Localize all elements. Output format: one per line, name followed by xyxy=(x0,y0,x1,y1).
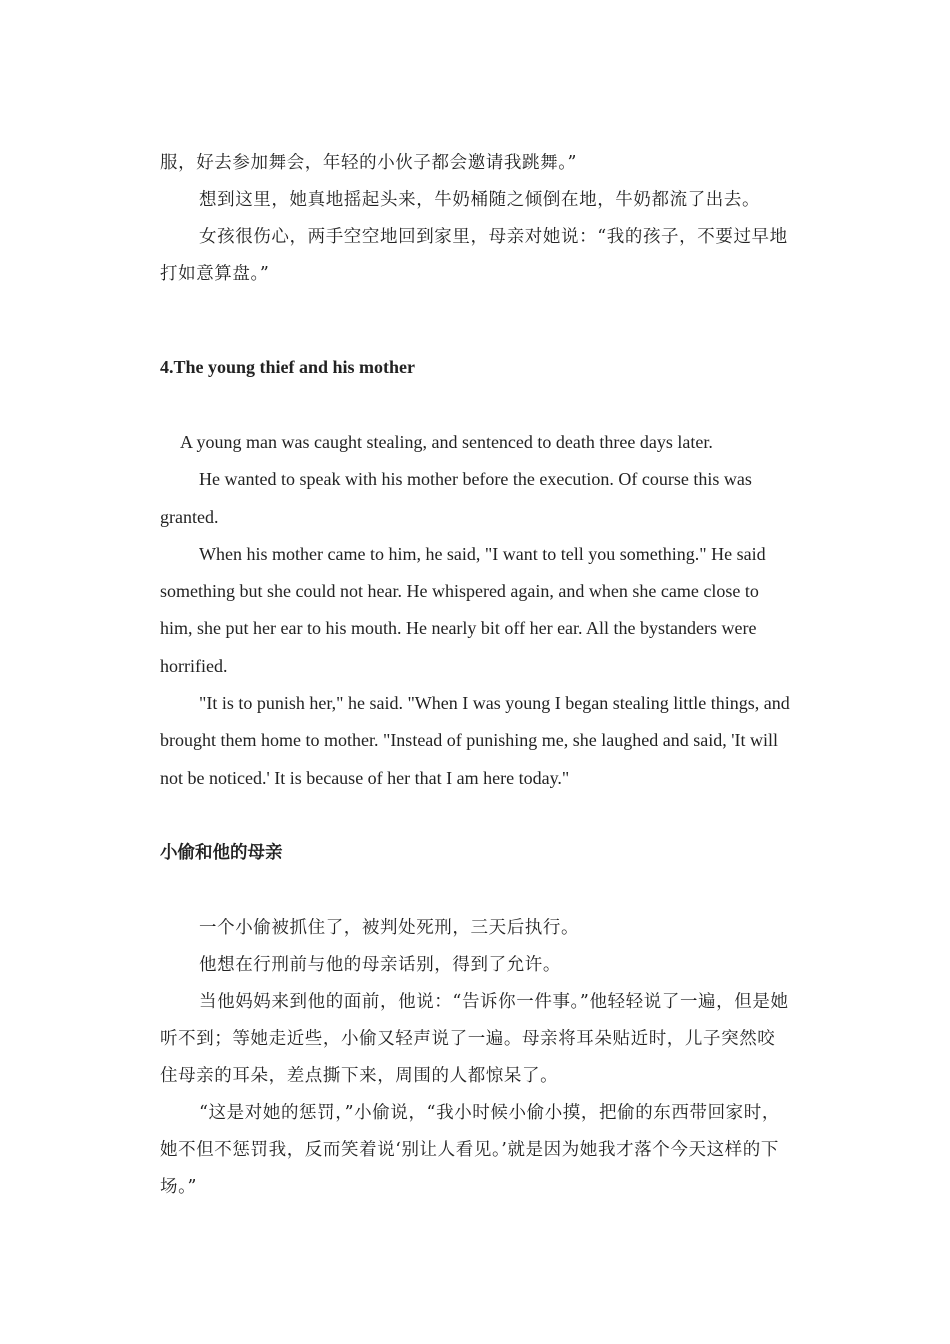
paragraph-cn-3: 当他妈妈来到他的面前，他说：“告诉你一件事。”他轻轻说了一遍，但是她听不到；等她走近些，小偷又轻声说了一遍。母亲将耳朵贴近时，儿子突然咬住母亲的耳朵，差点撕下来，周围的人都惊呆了。 xyxy=(160,991,789,1086)
paragraph-moral: 女孩很伤心，两手空空地回到家里，母亲对她说：“我的孩子，不要过早地打如意算盘。” xyxy=(160,227,788,284)
paragraph-en-1: A young man was caught stealing, and sentenced to death three days later. xyxy=(180,432,713,452)
spacer xyxy=(160,872,792,910)
paragraph-cn-4: “这是对她的惩罚，”小偷说，“我小时候小偷小摸，把偷的东西带回家时，她不但不惩罚我，反而笑着说‘别让人看见。’就是因为她我才落个今天这样的下场。” xyxy=(160,1102,780,1197)
spacer xyxy=(160,293,792,349)
paragraph-milk-spill: 想到这里，她真地摇起头来，牛奶桶随之倾倒在地，牛奶都流了出去。 xyxy=(199,190,761,210)
story-title-cn: 小偷和他的母亲 xyxy=(160,842,283,863)
paragraph-en-3: When his mother came to him, he said, "I want to tell you something." He said something but she could not hear. He whispered again, and when she came close to him, she put her ear to his mouth. He nearly bit off her ear. All the bystanders were horrified. xyxy=(160,543,766,676)
paragraph-cn-1: 一个小偷被抓住了，被判处死刑，三天后执行。 xyxy=(199,917,580,938)
paragraph-en-2: He wanted to speak with his mother before the execution. Of course this was granted. xyxy=(160,469,752,527)
document-body xyxy=(160,145,792,1206)
spacer xyxy=(160,797,792,835)
spacer xyxy=(160,386,792,424)
paragraph-cn-2: 他想在行刑前与他的母亲话别，得到了允许。 xyxy=(199,954,561,975)
paragraph-en-4: "It is to punish her," he said. "When I was young I began stealing little things, and brought them home to mother. "Instead of punishing me, she laughed and said, 'It will not be noticed.' It is because of her that I am here today." xyxy=(160,693,790,788)
paragraph-continuation: 服，好去参加舞会，年轻的小伙子都会邀请我跳舞。” xyxy=(160,153,578,173)
story-title-en: 4.The young thief and his mother xyxy=(160,357,416,377)
